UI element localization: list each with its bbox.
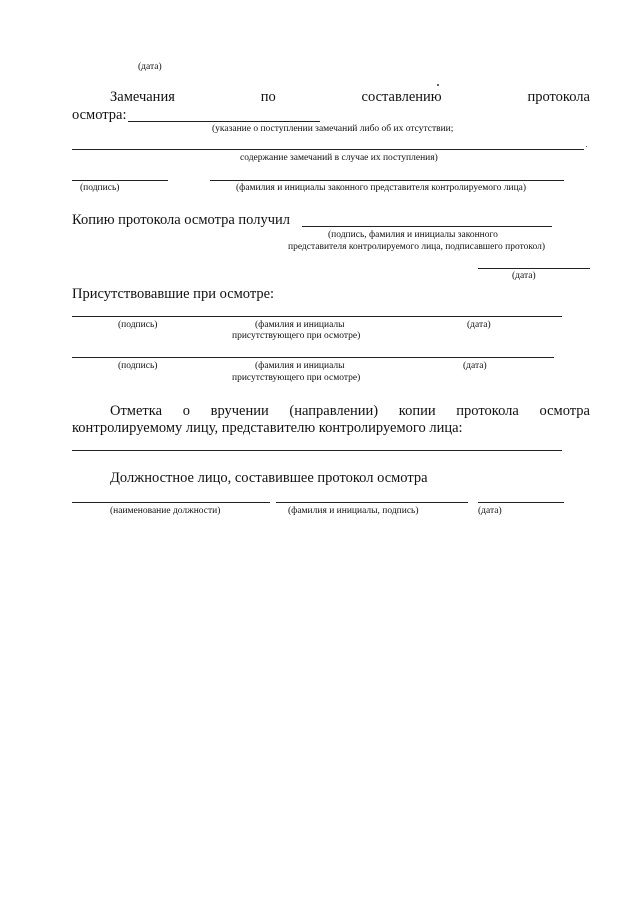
present-row-line[interactable] <box>72 316 562 317</box>
remarks-word: составлению <box>361 89 442 105</box>
copy-received-line[interactable] <box>302 226 552 227</box>
scan-speck <box>586 146 587 147</box>
delivery-word: Отметка <box>110 403 163 419</box>
delivery-line-2: контролируемому лицу, представителю контролируемого лица: <box>72 420 463 436</box>
delivery-word: (направлении) <box>289 403 379 419</box>
delivery-word: осмотра <box>539 403 590 419</box>
delivery-word: о <box>182 403 190 419</box>
remarks-heading <box>110 89 590 106</box>
present-name-caption-2: присутствующего при осмотре) <box>232 331 361 341</box>
delivery-heading <box>110 403 590 420</box>
official-date-line[interactable] <box>478 502 564 503</box>
remarks-caption-1: (указание о поступлении замечаний либо об их отсутствии; <box>212 124 454 134</box>
copy-received-caption-1: (подпись, фамилия и инициалы законного <box>328 230 498 240</box>
present-name-caption: (фамилия и инициалы <box>255 320 345 330</box>
remarks-name-caption: (фамилия и инициалы законного представителя контролируемого лица) <box>236 183 527 193</box>
delivery-word: протокола <box>456 403 519 419</box>
copy-received-caption-2: представителя контролируемого лица, подписавшего протокол) <box>288 242 546 252</box>
copy-received-date-line[interactable] <box>478 268 590 269</box>
present-row-line[interactable] <box>72 357 554 358</box>
delivery-word: вручении <box>210 403 269 419</box>
delivery-field-line[interactable] <box>72 450 562 451</box>
present-date-caption: (дата) <box>463 361 487 371</box>
remarks-content-line[interactable] <box>72 149 584 150</box>
remarks-word: по <box>260 89 276 105</box>
present-signature-caption: (подпись) <box>118 361 158 371</box>
present-name-caption-2: присутствующего при осмотре) <box>232 373 361 383</box>
official-position-caption: (наименование должности) <box>110 506 221 516</box>
remarks-caption-2: содержание замечаний в случае их поступления) <box>240 153 438 163</box>
present-name-caption: (фамилия и инициалы <box>255 361 345 371</box>
copy-received-date-caption: (дата) <box>512 271 536 281</box>
official-name-line[interactable] <box>276 502 468 503</box>
remarks-label: осмотра: <box>72 107 127 123</box>
top-date-caption: (дата) <box>138 62 162 72</box>
official-heading: Должностное лицо, составившее протокол осмотра <box>110 470 428 486</box>
present-date-caption: (дата) <box>467 320 491 330</box>
present-heading: Присутствовавшие при осмотре: <box>72 286 275 302</box>
copy-received-label: Копию протокола осмотра получил <box>72 212 291 228</box>
remarks-word: протокола <box>527 89 590 105</box>
remarks-field-line[interactable] <box>128 121 320 122</box>
remarks-name-line[interactable] <box>210 180 564 181</box>
scan-speck <box>437 84 439 86</box>
remarks-word: Замечания <box>110 89 175 105</box>
official-name-caption: (фамилия и инициалы, подпись) <box>288 506 419 516</box>
remarks-signature-caption: (подпись) <box>80 183 120 193</box>
present-signature-caption: (подпись) <box>118 320 158 330</box>
remarks-signature-line[interactable] <box>72 180 168 181</box>
official-position-line[interactable] <box>72 502 270 503</box>
delivery-word: копии <box>398 403 436 419</box>
official-date-caption: (дата) <box>478 506 502 516</box>
